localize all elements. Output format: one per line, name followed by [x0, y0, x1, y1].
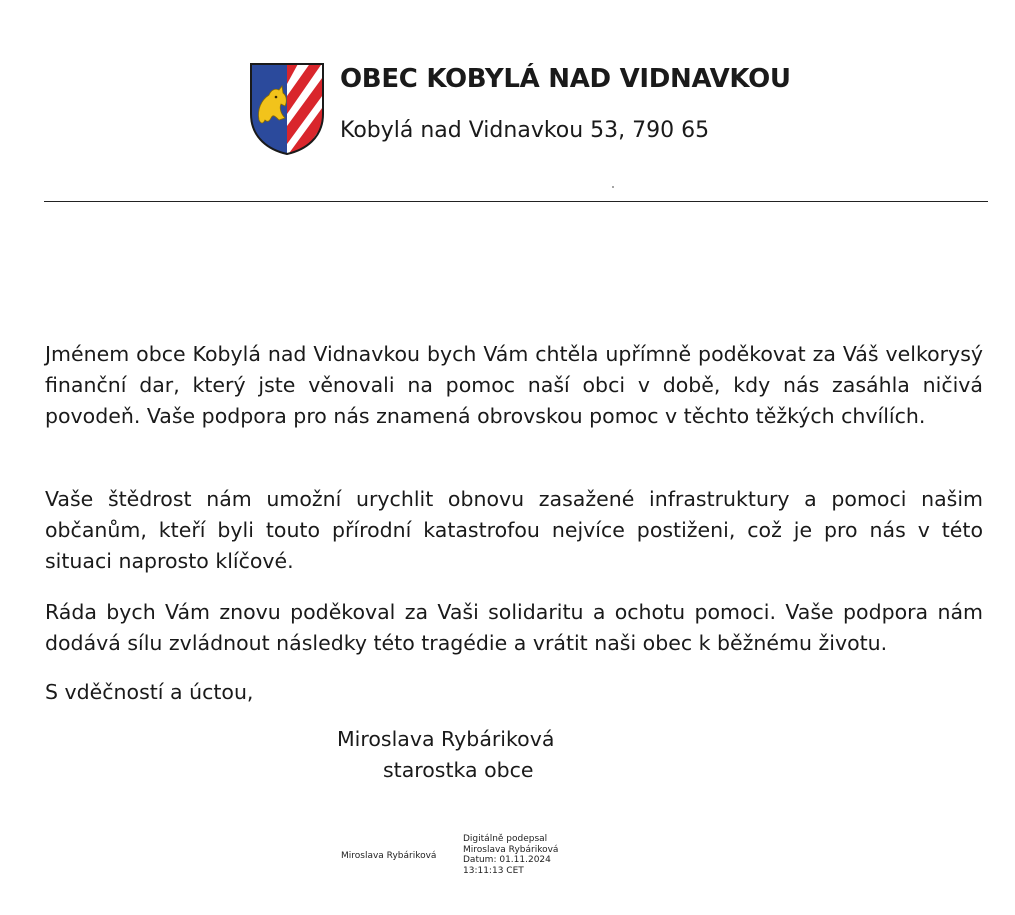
digital-signature-date: Datum: 01.11.2024	[463, 855, 551, 865]
letter-closing: S vděčností a úctou,	[45, 680, 254, 704]
digital-signature-line-1: Digitálně podepsal	[463, 834, 548, 844]
digital-signature-signer: Miroslava Rybáriková	[341, 851, 437, 861]
municipal-coat-of-arms-icon	[249, 62, 325, 156]
digital-signature-block	[463, 834, 558, 876]
digital-signature-time: 13:11:13 CET	[463, 865, 524, 876]
header-divider	[44, 201, 988, 202]
signatory-name: Miroslava Rybáriková	[337, 727, 555, 751]
letter-paragraph-2: Vaše štědrost nám umožní urychlit obnovu zasažené infrastruktury a pomoci našim občanům, kteří byli touto přírodní katastrofou nejvíce postiženi, což je pro nás v této situaci naprosto klíčové.	[45, 487, 983, 573]
scan-speck	[612, 186, 614, 188]
organization-name: OBEC KOBYLÁ NAD VIDNAVKOU	[340, 64, 791, 94]
organization-address: Kobylá nad Vidnavkou 53, 790 65	[340, 118, 710, 143]
signatory-role: starostka obce	[383, 758, 534, 782]
digital-signature-line-2: Miroslava Rybáriková	[463, 844, 559, 855]
letter-paragraph-3: Ráda bych Vám znovu poděkoval za Vaši solidaritu a ochotu pomoci. Vaše podpora nám dodává sílu zvládnout následky této tragédie a vrátit naši obec k běžnému životu.	[45, 600, 983, 655]
letter-paragraph-1: Jménem obce Kobylá nad Vidnavkou bych Vám chtěla upřímně poděkovat za Váš velkorysý finanční dar, který jste věnovali na pomoc naší obci v době, kdy nás zasáhla ničivá povodeň. Vaše podpora pro nás znamená obrovskou pomoc v těchto těžkých chvílích.	[45, 342, 983, 428]
